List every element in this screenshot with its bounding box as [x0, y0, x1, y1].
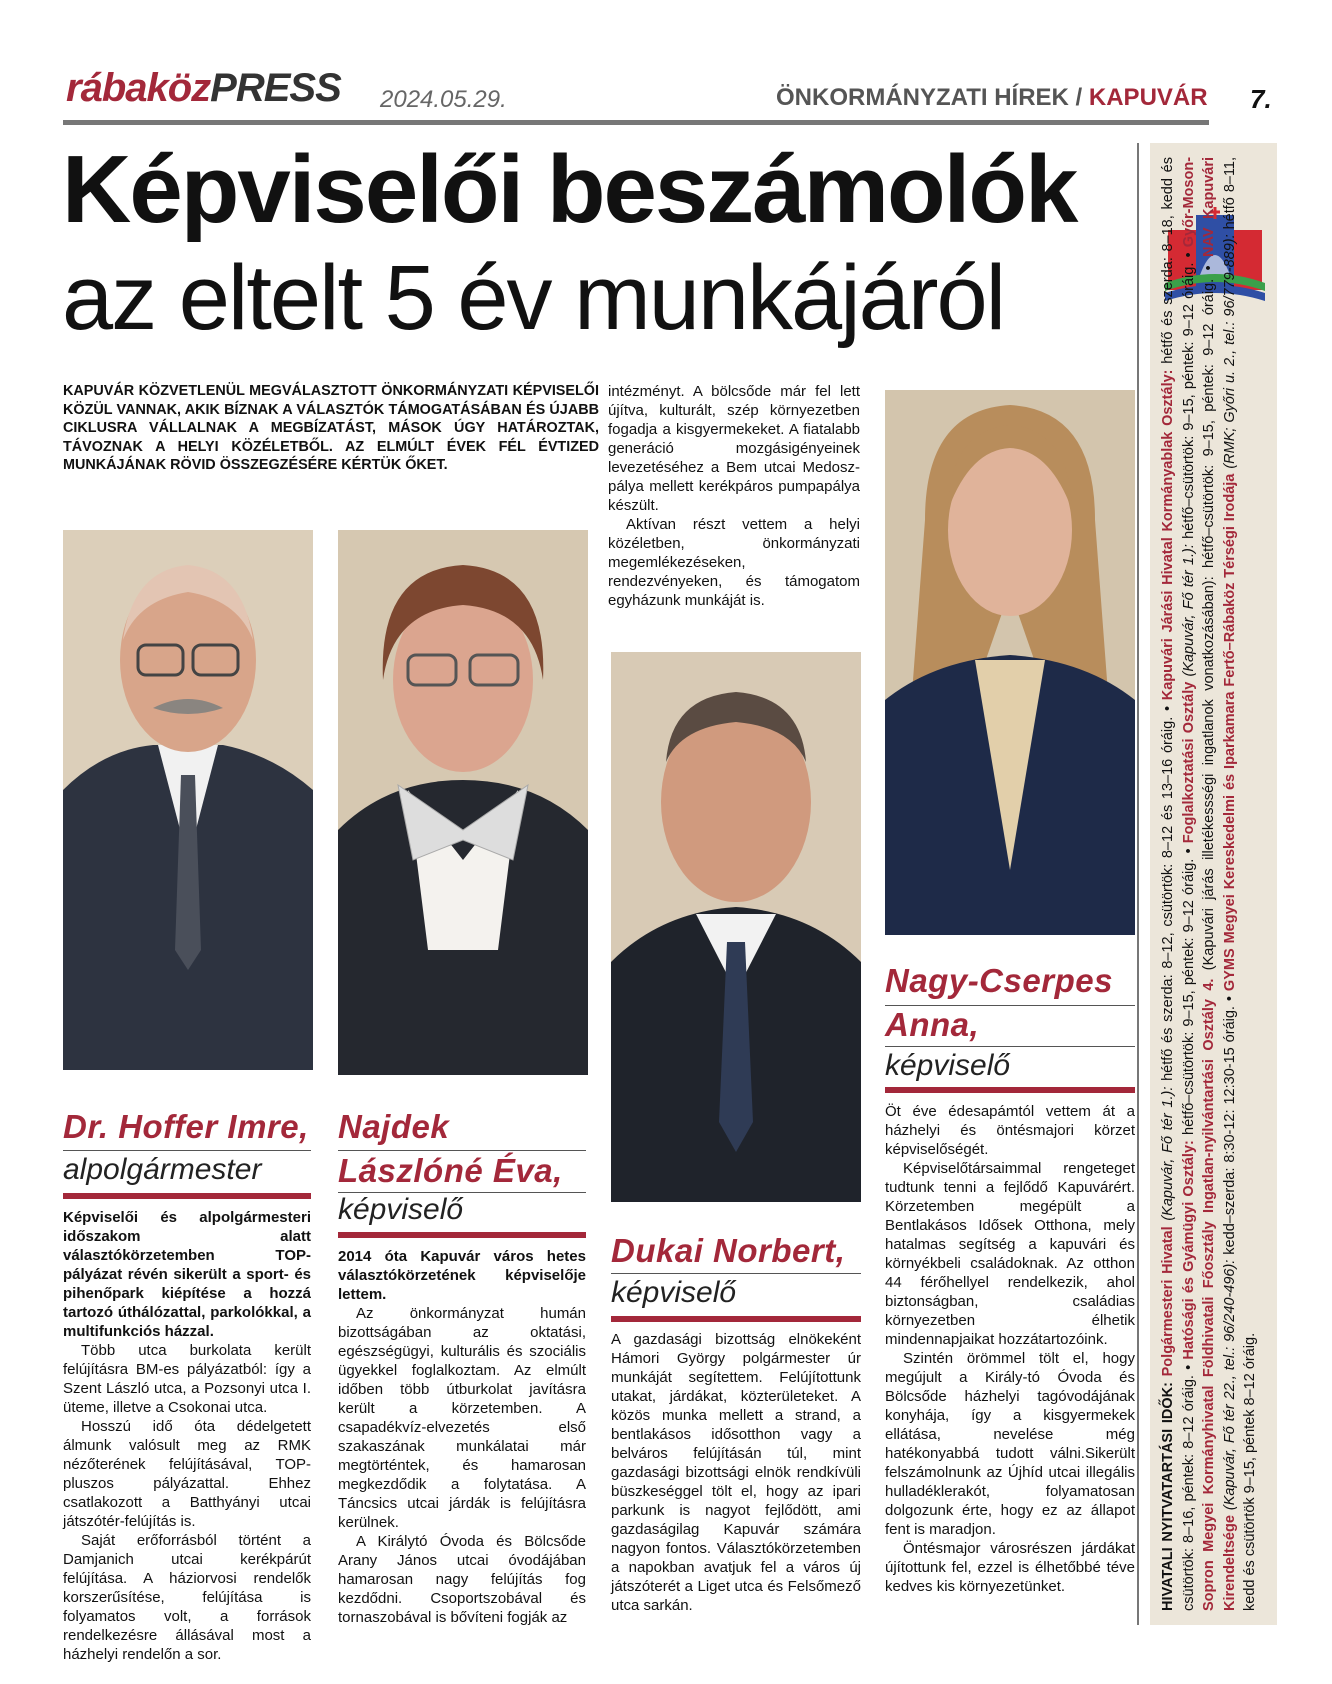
portrait-photo-nagy-cserpes — [885, 390, 1135, 935]
person-name-nagy-cserpes-line2: Anna, — [885, 1006, 980, 1043]
section-city: KAPUVÁR — [1088, 84, 1208, 111]
role-divider — [611, 1316, 861, 1322]
article-body-najdek: 2014 óta Kapuvár város hetes választókörzetének képviselője lettem. Az önkormányzat humán bizottságában az oktatási, egészségügyi, kulturális és szociális ügyekkel foglalkoztam. Az elmúlt időben több útburkolat javításra került a körzetemben. A csapadékvíz-elvezetés első szakaszának munkálatai már megtörténtek, és hamarosan megkezdődik a folytatása. A Táncsics utcai járdák is felújításra kerülnek. A Királytó Óvoda és Bölcsőde Arany János utcai óvodájában hamarosan nagy felújítás fog kezdődni. Csoportszobával és tornaszobával is bővíteni fogják az — [338, 1248, 586, 1626]
person-role-nagy-cserpes: képviselő — [885, 1049, 1011, 1082]
header-rule — [63, 120, 1209, 125]
portrait-photo-dukai — [611, 652, 861, 1202]
publication-logo: rábaközPRESS — [66, 66, 341, 110]
sidebar-divider — [1137, 143, 1139, 1625]
name-divider — [611, 1273, 861, 1274]
page-number: 7. — [1250, 84, 1272, 114]
person-role-hoffer: alpolgármester — [63, 1153, 262, 1186]
article-body-nagy-cserpes: Öt éve édesapámtól vettem át a házhelyi és öntésmajori körzet képviselőségét. Képviselőtársaimmal rengeteget tudtunk tenni a fejlődő Kapuvárért. Körzetemben megépült a Bentlakásos Idősek Otthona, mely hatalmas segítség a kapuvári és környékbeli családoknak. Az otthon 44 férőhellyel rendelkezik, ahol biztonságban, családias környezetben élhetik mindennapjaikat hozzátartozóink. Szintén örömmel tölt el, hogy megújult a Király-tó Óvoda és Bölcsőde házhelyi tagóvodájának konyhája, így a kisgyermekek ellátása, nevelése még hatékonyabbá tudott válni.Sikerült felszámolnunk az Újhíd utcai illegális hulladéklerakót, folyamatosan dolgozunk érte, hogy ez az állapot fent is maradjon. Öntésmajor városrészen járdákat újítottunk fel, ezzel is élhetőbbé téve kedves kis környezetünket. — [885, 1103, 1135, 1595]
issue-date: 2024.05.29. — [380, 86, 507, 113]
role-divider — [338, 1232, 586, 1238]
article-body-hoffer: Képviselői és alpolgármesteri időszakom alatt választókörzetemben TOP-pályázat révén sikerült a sport- és pihenőpark kiépítése a hozzá tartozó úthálózattal, parkolókkal, a multifunkciós házzal. Több utca burkolata került felújításra BM-es pályázatból: így a Szent László utca, a Pozsonyi utca I. üteme, illetve a Csokonai utca. Hosszú idő óta dédelgetett álmunk valósult meg az RMK nézőterének felújításával, TOP-pluszos pályázattal. Ehhez csatlakozott a Batthyányi utcai játszótér-felújítás is. Saját erőforrásból történt a Damjanich utcai kerékpárút felújítása. A háziorvosi rendelők korszerűsítése, felújítása is folyamatos volt, a források rendelkezésre állásával most a házhelyi rendelőn a sor. — [63, 1209, 311, 1663]
name-divider — [338, 1150, 586, 1151]
portrait-photo-najdek — [338, 530, 588, 1075]
person-name-nagy-cserpes: Nagy-Cserpes — [885, 962, 1113, 999]
person-role-najdek: képviselő — [338, 1193, 464, 1226]
person-name-najdek: Najdek — [338, 1108, 450, 1145]
person-name-najdek-line2: Lászlóné Éva, — [338, 1152, 563, 1189]
portrait-photo-hoffer — [63, 530, 313, 1070]
headline-line2: az eltelt 5 év munkájáról — [62, 247, 1005, 349]
person-role-dukai: képviselő — [611, 1276, 737, 1309]
office-hours-text: HIVATALI NYITVATARTÁSI IDŐK: Polgármesteri Hivatal (Kapuvár, Fő tér 1.): hétfő és szerda: 8–12, csütörtök: 8–12 és 13–16 óráig. • Kapuvári Járási Hivatal Kormányablak Osztály: hétfő és szerda: 8–18, kedd és csütörtök: 8–16, péntek: 8–12 óráig. • Hatósági és Gyámügyi Osztály: hétfő–csütörtök: 9–15, péntek: 9–12 óráig. • Foglalkoztatási Osztály (Kapuvár, Fő tér 1.): hétfő–csütörtök: 9–15, péntek: 9–12 óráig. • Győr-Moson-Sopron Megyei Kormányhivatal Földhivatali Főosztály Ingatlan-nyilvántartási Osztály 4. (Kapuvári járás illetékessségi ingatlanok vonatkozásában): hétfő–csütörtök: 9–15, péntek: 9–12 óráig. • NAV Kapuvári Kirendeltsége (Kapuvár, Fő tér 22., tel.: 96/240-496): kedd–szerda: 8:30-12: 12:30-15 óráig. • GYMS Megyei Kereskedelmi és Iparkamara Fertő–Rábaköz Térségi Irodája (RMK; Győri u. 2., tel.: 96/779-889): hétfő 8–11, kedd és csütörtök 9–15, péntek 8–12 óráig. — [1160, 156, 1258, 1611]
section-label: ÖNKORMÁNYZATI HÍREK / KAPUVÁR — [776, 84, 1208, 111]
role-divider — [63, 1193, 311, 1199]
name-divider — [63, 1150, 311, 1151]
headline-line1: Képviselői beszámolók — [62, 136, 1077, 243]
name-divider — [885, 1046, 1135, 1047]
continued-text: intézményt. A bölcsőde már fel lett újítva, kulturált, szép környezetben fogadja a kisgyermekeket. A fiatalabb generáció mozgásigényeinek levezetéséhez a Bem utcai Medosz-pálya mellett kerékpáros pumpapálya készült. Aktívan részt vettem a helyi közéletben, önkormányzati megemlékezéseken, rendezvényeken, és támogatom egyházunk munkáját is. — [608, 383, 860, 609]
role-divider — [885, 1087, 1135, 1093]
article-body-dukai: A gazdasági bizottság elnökeként Hámori György polgármester úr munkáját segítettem. Felújítottunk utakat, járdákat, közterületeket. A közös munka mellett a strand, a bentlakásos idősotthon vagy a belváros felújításán túl, mint gazdasági bizottsági elnök rendkívüli büszkeséggel tölt el, hogy az ipari parkunk is nagyot fejlődött, ami gazdaságilag Kapuvár számára nagyon fontos. Választókörzetemben a napokban avatjuk fel a város új játszóterét a Liget utca és Felsőmező utca sarkán. — [611, 1331, 861, 1614]
person-name-hoffer: Dr. Hoffer Imre, — [63, 1108, 309, 1145]
person-name-dukai: Dukai Norbert, — [611, 1232, 846, 1269]
lead-paragraph: KAPUVÁR KÖZVETLENÜL MEGVÁLASZTOTT ÖNKORMÁNYZATI KÉPVISELŐI KÖZÜL VANNAK, AKIK BÍZNAK A VÁLASZTÓK TÁMOGATÁSÁBAN ÉS ÚJABB CIKLUSRA VÁLLALNAK A MEGBÍZATÁST, MÁSOK ÚGY HATÁROZTAK, TÁVOZNAK A HELYI KÖZÉLETBŐL. AZ ELMÚLT ÉVEK FÉL ÉVTIZED MUNKÁJÁNAK RÖVID ÖSSZEGZÉSÉRE KÉRTÜK ŐKET. — [63, 383, 599, 473]
